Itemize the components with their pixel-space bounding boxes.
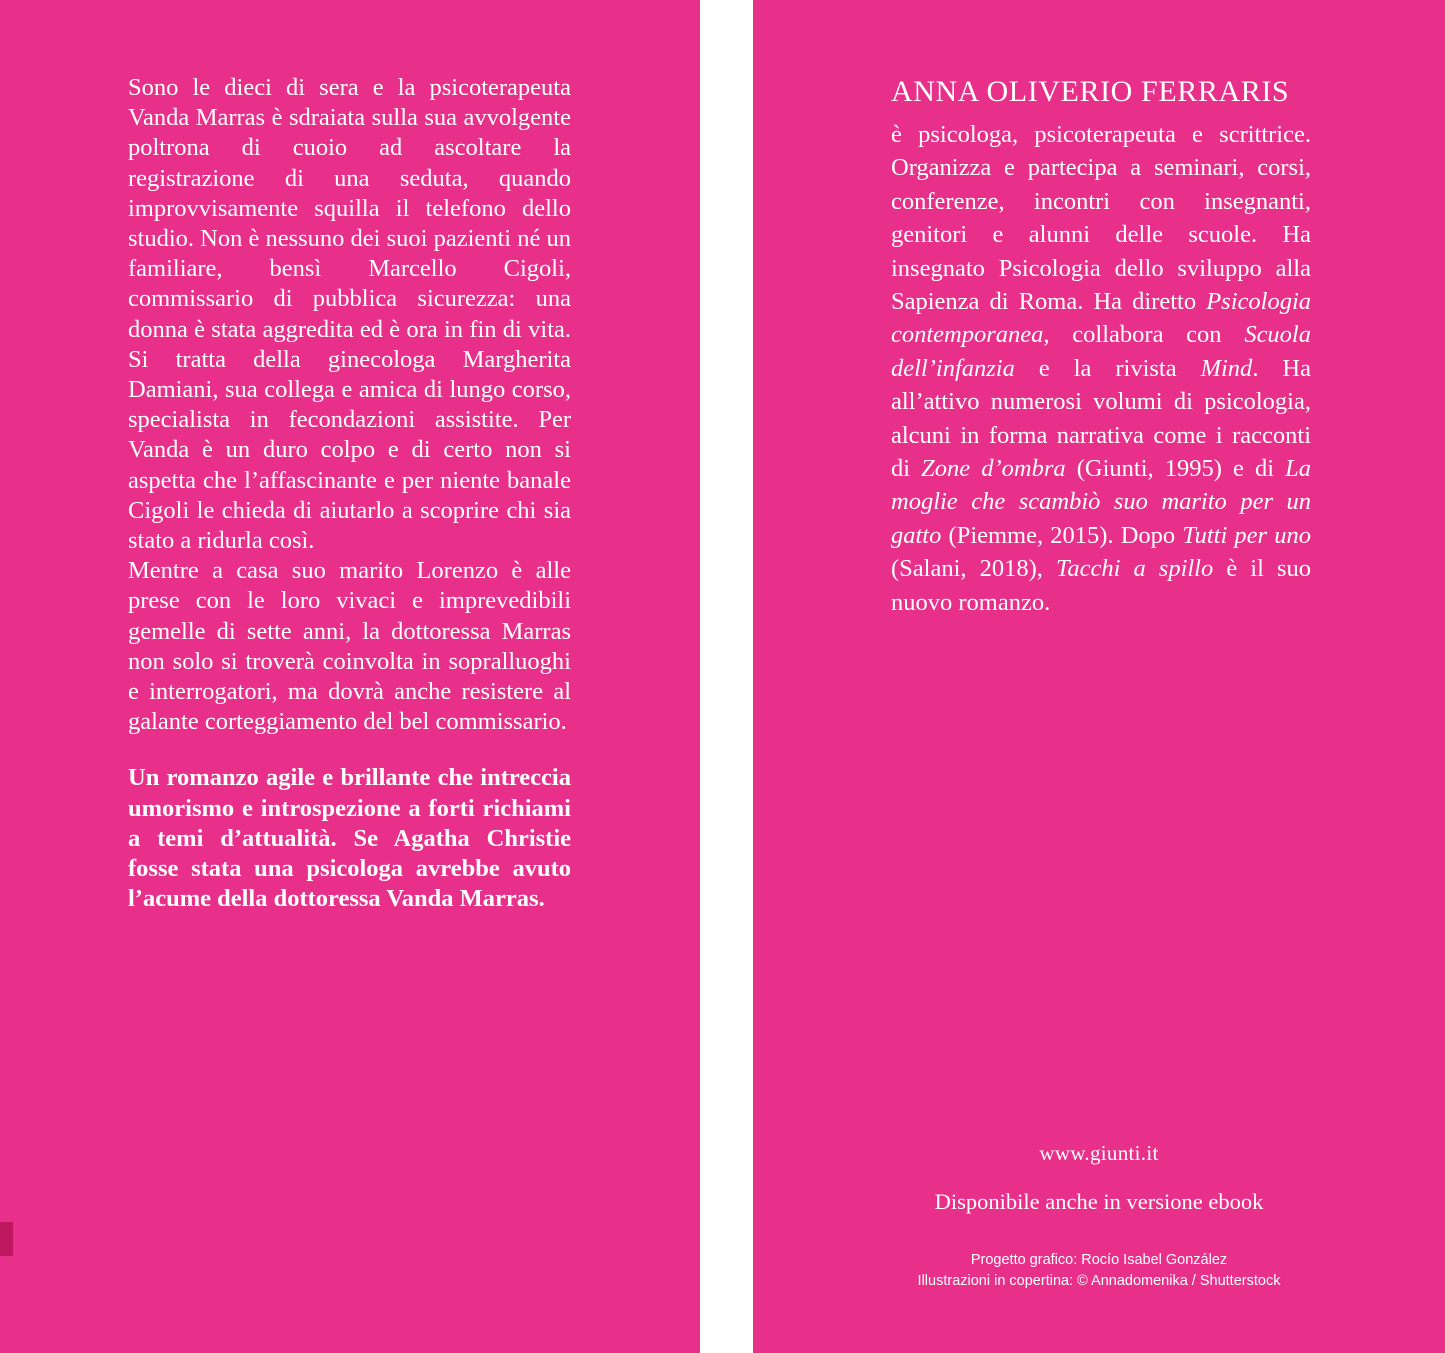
author-bio [891, 118, 1311, 619]
author-name: ANNA OLIVERIO FERRARIS [891, 75, 1290, 108]
panel-gap [700, 0, 753, 1353]
credit-graphic-design: Progetto grafico: Rocío Isabel González [970, 1252, 1228, 1268]
publisher-website[interactable]: www.giunti.it [1039, 1141, 1159, 1165]
ebook-availability-note: Disponibile anche in versione ebook [934, 1189, 1264, 1214]
spine-edge-mark [0, 1222, 13, 1256]
back-cover-blurb [128, 73, 571, 914]
cover-credits [753, 1250, 1445, 1292]
blurb-highlight: Un romanzo agile e brillante che intreccia umorismo e introspezione a forti richiami a temi d’attualità. Se Agatha Christie fosse stata una psicologa avrebbe avuto l’acume della dottoressa Vanda Marras. [128, 764, 571, 913]
credit-illustration: Illustrazioni in copertina: © Annadomenika / Shutterstock [917, 1273, 1281, 1289]
blurb-paragraph-1: Sono le dieci di sera e la psicoterapeuta Vanda Marras è sdraiata sulla sua avvolgente poltrona di cuoio ad ascoltare la registrazione di una seduta, quando improvvisamente squilla il telefono dello studio. Non è nessuno dei suoi pazienti né un familiare, bensì Marcello Cigoli, commissario di pubblica sicurezza: una donna è stata aggredita ed è ora in fin di vita. Si tratta della ginecologa Margherita Damiani, sua collega e amica di lungo corso, specialista in fecondazioni assistite. Per Vanda è un duro colpo e di certo non si aspetta che l’affascinante e per niente banale Cigoli le chieda di aiutarlo a scoprire chi sia stato a ridurla così. [128, 74, 571, 555]
author-bio-text: è psicologa, psicoterapeuta e scrittrice. Organizza e partecipa a seminari, corsi, conferenze, incontri con insegnanti, genitori e alunni delle scuole. Ha insegnato Psicologia dello sviluppo alla Sapienza di Roma. Ha diretto Psicologia contemporanea, collabora con Scuola dell’infanzia e la rivista Mind. Ha all’attivo numerosi volumi di psicologia, alcuni in forma narrativa come i racconti di Zone d’ombra (Giunti, 1995) e di La moglie che scambiò suo marito per un gatto (Piemme, 2015). Dopo Tutti per uno (Salani, 2018), Tacchi a spillo è il suo nuovo romanzo. [891, 121, 1311, 616]
blurb-paragraph-2: Mentre a casa suo marito Lorenzo è alle prese con le loro vivaci e imprevedibili gemelle di sette anni, la dottoressa Marras non solo si troverà coinvolta in sopralluoghi e interrogatori, ma dovrà anche resistere al galante corteggiamento del bel commissario. [128, 557, 571, 736]
